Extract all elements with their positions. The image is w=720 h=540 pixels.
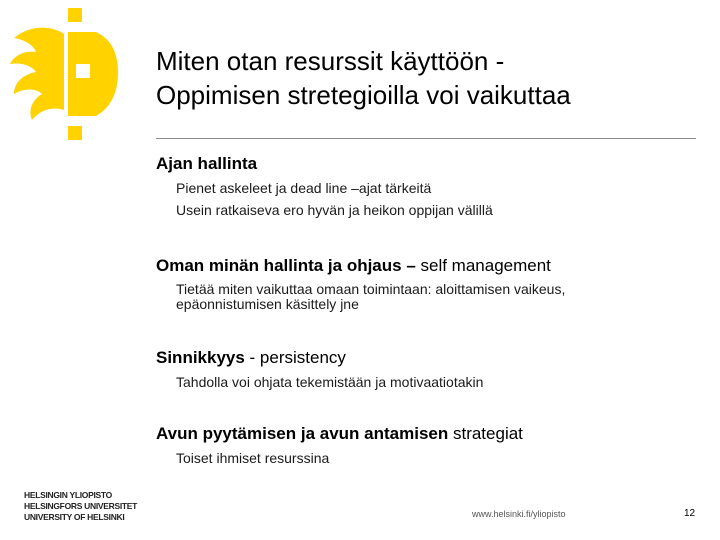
title-line-2: Oppimisen stretegioilla voi vaikuttaa <box>156 80 571 110</box>
page-number: 12 <box>684 508 696 519</box>
section-heading: Avun pyytämisen ja avun antamisen strategiat <box>156 424 523 443</box>
bullet-item: Tietää miten vaikuttaa omaan toimintaan: aloittamisen vaikeus, epäonnistumisen käsittely jne <box>176 281 566 312</box>
bullet-item: Usein ratkaiseva ero hyvän ja heikon oppijan välillä <box>176 202 493 218</box>
slide-title <box>156 44 704 112</box>
section-persistency <box>156 348 696 390</box>
section-heading: Sinnikkyys - persistency <box>156 348 346 367</box>
section-help-strategies <box>156 424 696 466</box>
bullet-item: Tahdolla voi ohjata tekemistään ja motivaatiotakin <box>176 374 484 390</box>
title-line-1: Miten otan resurssit käyttöön - <box>156 46 505 76</box>
university-wordmark: HELSINGIN YLIOPISTO HELSINGFORS UNIVERSITET UNIVERSITY OF HELSINKI <box>24 490 138 522</box>
university-flame-logo-icon <box>6 4 130 144</box>
bullet-item: Toiset ihmiset resurssina <box>176 450 330 466</box>
title-divider <box>156 138 696 139</box>
section-time-management <box>156 154 696 218</box>
bullet-item: Pienet askeleet ja dead line –ajat tärkeitä <box>176 180 432 196</box>
section-heading: Oman minän hallinta ja ohjaus – self management <box>156 256 551 275</box>
footer-url: www.helsinki.fi/yliopisto <box>472 509 566 519</box>
section-self-management <box>156 256 696 312</box>
section-heading: Ajan hallinta <box>156 154 258 173</box>
